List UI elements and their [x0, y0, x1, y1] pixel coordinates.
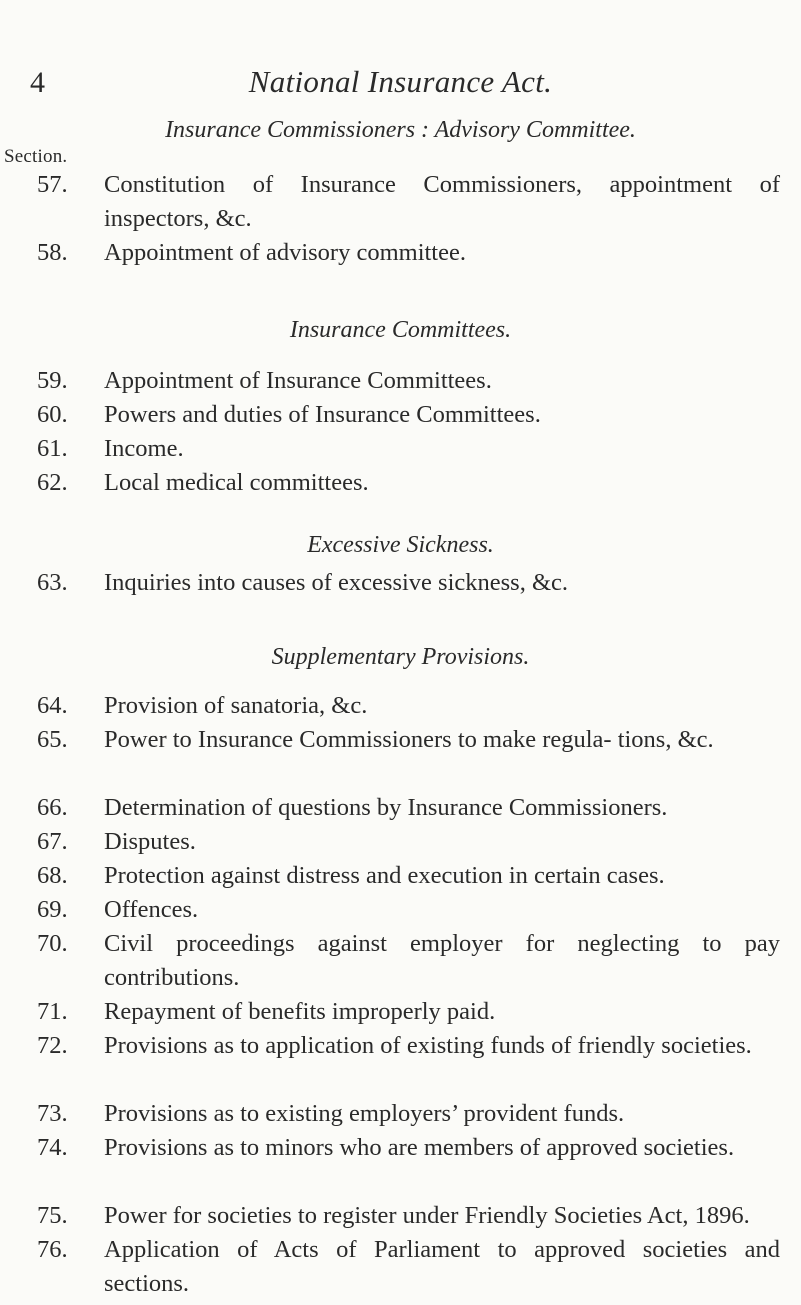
- heading-excessive-sickness: Excessive Sickness.: [307, 532, 494, 558]
- heading-supplementary-provisions: Supplementary Provisions.: [271, 644, 530, 670]
- section-title: Power to Insurance Commissioners to make regula- tions, &c.: [104, 726, 714, 753]
- section-title: Application of Acts of Parliament to approved societies and sections.: [104, 1236, 780, 1297]
- section-title: Disputes.: [104, 828, 196, 855]
- section-title: Constitution of Insurance Commissioners, appointment of inspectors, &c.: [104, 171, 780, 232]
- section-title: Protection against distress and execution in certain cases.: [104, 862, 665, 889]
- section-number: 63.: [37, 569, 68, 596]
- section-number: 71.: [37, 998, 68, 1025]
- section-title: Offences.: [104, 896, 199, 923]
- section-number: 74.: [37, 1134, 68, 1161]
- section-title: Determination of questions by Insurance Commissioners.: [104, 794, 668, 821]
- section-title: Civil proceedings against employer for neglecting to pay contributions.: [104, 930, 780, 991]
- section-title: Power for societies to register under Friendly Societies Act, 1896.: [104, 1202, 750, 1229]
- section-label: Section.: [4, 146, 68, 167]
- heading-advisory-committee: Insurance Commissioners : Advisory Committee.: [165, 117, 636, 143]
- section-number: 69.: [37, 896, 68, 923]
- section-number: 75.: [37, 1202, 68, 1229]
- section-number: 67.: [37, 828, 68, 855]
- section-number: 72.: [37, 1032, 68, 1059]
- section-number: 60.: [37, 401, 68, 428]
- page-number: 4: [30, 66, 45, 99]
- section-number: 76.: [37, 1236, 68, 1263]
- section-title: Appointment of advisory committee.: [104, 239, 466, 266]
- section-number: 61.: [37, 435, 68, 462]
- section-number: 66.: [37, 794, 68, 821]
- heading-insurance-committees: Insurance Committees.: [289, 317, 512, 343]
- section-number: 64.: [37, 692, 68, 719]
- section-title: Powers and duties of Insurance Committees.: [104, 401, 541, 428]
- section-number: 59.: [37, 367, 68, 394]
- section-title: Local medical committees.: [104, 469, 369, 496]
- section-title: Provision of sanatoria, &c.: [104, 692, 368, 719]
- section-title: Provisions as to existing employers’ provident funds.: [104, 1100, 625, 1127]
- section-title: Income.: [104, 435, 184, 462]
- section-title: Repayment of benefits improperly paid.: [104, 998, 496, 1025]
- section-number: 58.: [37, 239, 68, 266]
- section-number: 65.: [37, 726, 68, 753]
- running-title: National Insurance Act.: [248, 64, 553, 99]
- section-title: Appointment of Insurance Committees.: [104, 367, 492, 394]
- section-number: 73.: [37, 1100, 68, 1127]
- section-number: 57.: [37, 171, 68, 198]
- section-number: 62.: [37, 469, 68, 496]
- section-title: Inquiries into causes of excessive sickness, &c.: [104, 569, 569, 596]
- section-title: Provisions as to application of existing funds of friendly societies.: [104, 1032, 752, 1059]
- section-title: Provisions as to minors who are members of approved societies.: [104, 1134, 735, 1161]
- section-number: 68.: [37, 862, 68, 889]
- section-number: 70.: [37, 930, 68, 957]
